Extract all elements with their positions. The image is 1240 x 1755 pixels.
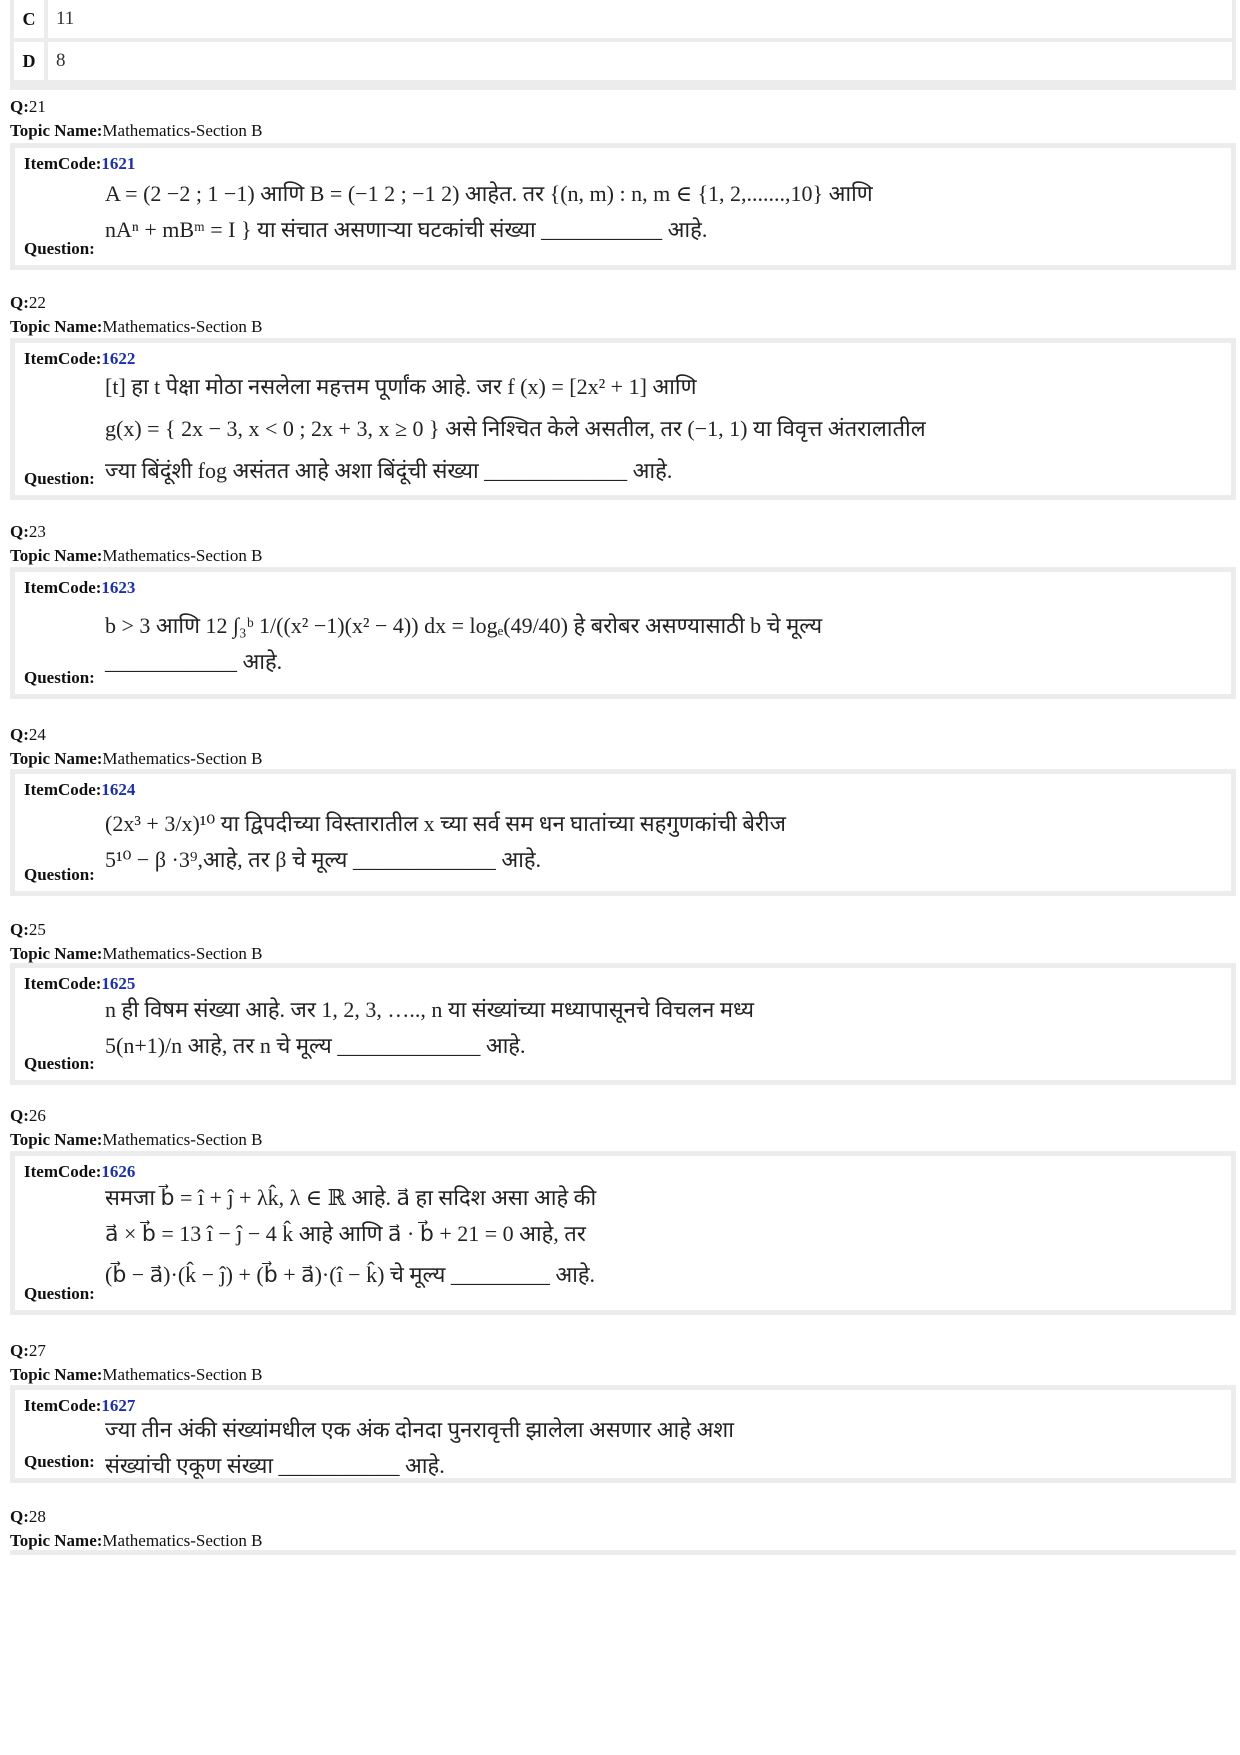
topic-name: Mathematics-Section B bbox=[102, 944, 263, 963]
question-number: 22 bbox=[28, 293, 46, 312]
question-number: 27 bbox=[28, 1341, 46, 1360]
next-box-edge bbox=[10, 1550, 1236, 1555]
question-number: 25 bbox=[28, 920, 46, 939]
topic-label: Topic Name: bbox=[10, 121, 103, 140]
option-row bbox=[14, 0, 1232, 38]
question-text: (2x³ + 3/x)¹⁰ या द्विपदीच्या विस्तारातील x च्या सर्व सम धन घातांच्या सहगुणकांची बेरीज 5¹⁰ − β ·3⁹,आहे, तर β चे मूल्य _____________ आहे. bbox=[105, 811, 786, 872]
topic-name: Mathematics-Section B bbox=[102, 546, 263, 565]
question-header bbox=[10, 95, 262, 143]
question-header: Q:26 Topic Name:Mathematics-Section B bbox=[10, 1106, 263, 1149]
item-code: ItemCode:1623 bbox=[24, 578, 136, 597]
topic-name: Mathematics-Section B bbox=[102, 1531, 263, 1550]
question-box bbox=[10, 963, 1236, 1085]
item-code: ItemCode:1627 bbox=[24, 1396, 136, 1415]
topic-name: Mathematics-Section B bbox=[102, 121, 263, 140]
question-label: Question: bbox=[24, 239, 95, 258]
item-code: ItemCode:1621 bbox=[24, 154, 136, 173]
question-label: Question: bbox=[24, 1054, 95, 1073]
question-box bbox=[10, 143, 1236, 270]
item-code: ItemCode:1625 bbox=[24, 974, 136, 993]
question-box bbox=[10, 1151, 1236, 1315]
question-header: Q:24 Topic Name:Mathematics-Section B bbox=[10, 725, 263, 768]
q-label: Q: bbox=[10, 97, 29, 116]
question-box bbox=[10, 1385, 1236, 1483]
question-number: 24 bbox=[28, 725, 46, 744]
question-box bbox=[10, 567, 1236, 699]
question-text: n ही विषम संख्या आहे. जर 1, 2, 3, ….., n या संख्यांच्या मध्यापासूनचे विचलन मध्य 5(n+1)/n आहे, तर n चे मूल्य _____________ आहे. bbox=[105, 997, 755, 1058]
question-label: Question: bbox=[24, 1452, 95, 1471]
question-header: Q:28 Topic Name:Mathematics-Section B bbox=[10, 1507, 263, 1550]
option-label: C bbox=[14, 0, 44, 38]
question-label: Question: bbox=[24, 1284, 95, 1303]
question-header: Q:23 Topic Name:Mathematics-Section B bbox=[10, 522, 263, 565]
topic-name: Mathematics-Section B bbox=[102, 749, 263, 768]
options-table bbox=[10, 0, 1236, 90]
question-box bbox=[10, 338, 1236, 500]
question-text: A = (2 −2 ; 1 −1) आणि B = (−1 2 ; −1 2) आहेत. तर {(n, m) : n, m ∈ {1, 2,.......,10} आणि nAⁿ + mBᵐ = I } या संचात असणाऱ्या घटकांची संख्या ___________ आहे. bbox=[105, 181, 873, 242]
item-code: ItemCode:1626 bbox=[24, 1162, 136, 1181]
topic-name: Mathematics-Section B bbox=[102, 1365, 263, 1384]
option-row bbox=[14, 42, 1232, 80]
question-number: 21 bbox=[28, 97, 46, 116]
option-label: D bbox=[14, 42, 44, 80]
question-text: [t] हा t पेक्षा मोठा नसलेला महत्तम पूर्णांक आहे. जर f (x) = [2x² + 1] आणि g(x) = { 2x − 3, x < 0 ; 2x + 3, x ≥ 0 } असे निश्चित केले असतील, तर (−1, 1) या विवृत्त अंतरालातील ज्या बिंदूंशी fog असंतत आहे अशा बिंदूंची संख्या _____________ आहे. bbox=[105, 374, 926, 483]
item-code: ItemCode:1624 bbox=[24, 780, 136, 799]
topic-name: Mathematics-Section B bbox=[102, 317, 263, 336]
option-value: 8 bbox=[48, 42, 1232, 80]
question-label: Question: bbox=[24, 668, 95, 687]
question-number: 26 bbox=[28, 1106, 46, 1125]
question-label: Question: bbox=[24, 865, 95, 884]
question-box bbox=[10, 769, 1236, 896]
question-number: 23 bbox=[28, 522, 46, 541]
question-text: ज्या तीन अंकी संख्यांमधील एक अंक दोनदा पुनरावृत्ती झालेला असणार आहे अशा संख्यांची एकूण संख्या ___________ आहे. bbox=[105, 1417, 734, 1478]
question-header: Q:22 Topic Name:Mathematics-Section B bbox=[10, 293, 263, 336]
topic-name: Mathematics-Section B bbox=[102, 1130, 263, 1149]
question-header: Q:27 Topic Name:Mathematics-Section B bbox=[10, 1341, 263, 1384]
question-text: b > 3 आणि 12 ∫₃ᵇ 1/((x² −1)(x² − 4)) dx = logₑ(49/40) हे बरोबर असण्यासाठी b चे मूल्य ____________ आहे. bbox=[105, 613, 823, 674]
question-header: Q:25 Topic Name:Mathematics-Section B bbox=[10, 920, 263, 963]
question-label: Question: bbox=[24, 469, 95, 488]
option-value: 11 bbox=[48, 0, 1232, 38]
question-text: समजा b⃗ = î + ĵ + λk̂, λ ∈ ℝ आहे. a⃗ हा सदिश असा आहे की a⃗ × b⃗ = 13 î − ĵ − 4 k̂ आहे आणि a⃗ · b⃗ + 21 = 0 आहे, तर (b⃗ − a⃗)·(k̂ − ĵ) + (b⃗ + a⃗)·(î − k̂) चे मूल्य _________ आहे. bbox=[105, 1185, 597, 1287]
item-code: ItemCode:1622 bbox=[24, 349, 136, 368]
question-number: 28 bbox=[28, 1507, 46, 1526]
